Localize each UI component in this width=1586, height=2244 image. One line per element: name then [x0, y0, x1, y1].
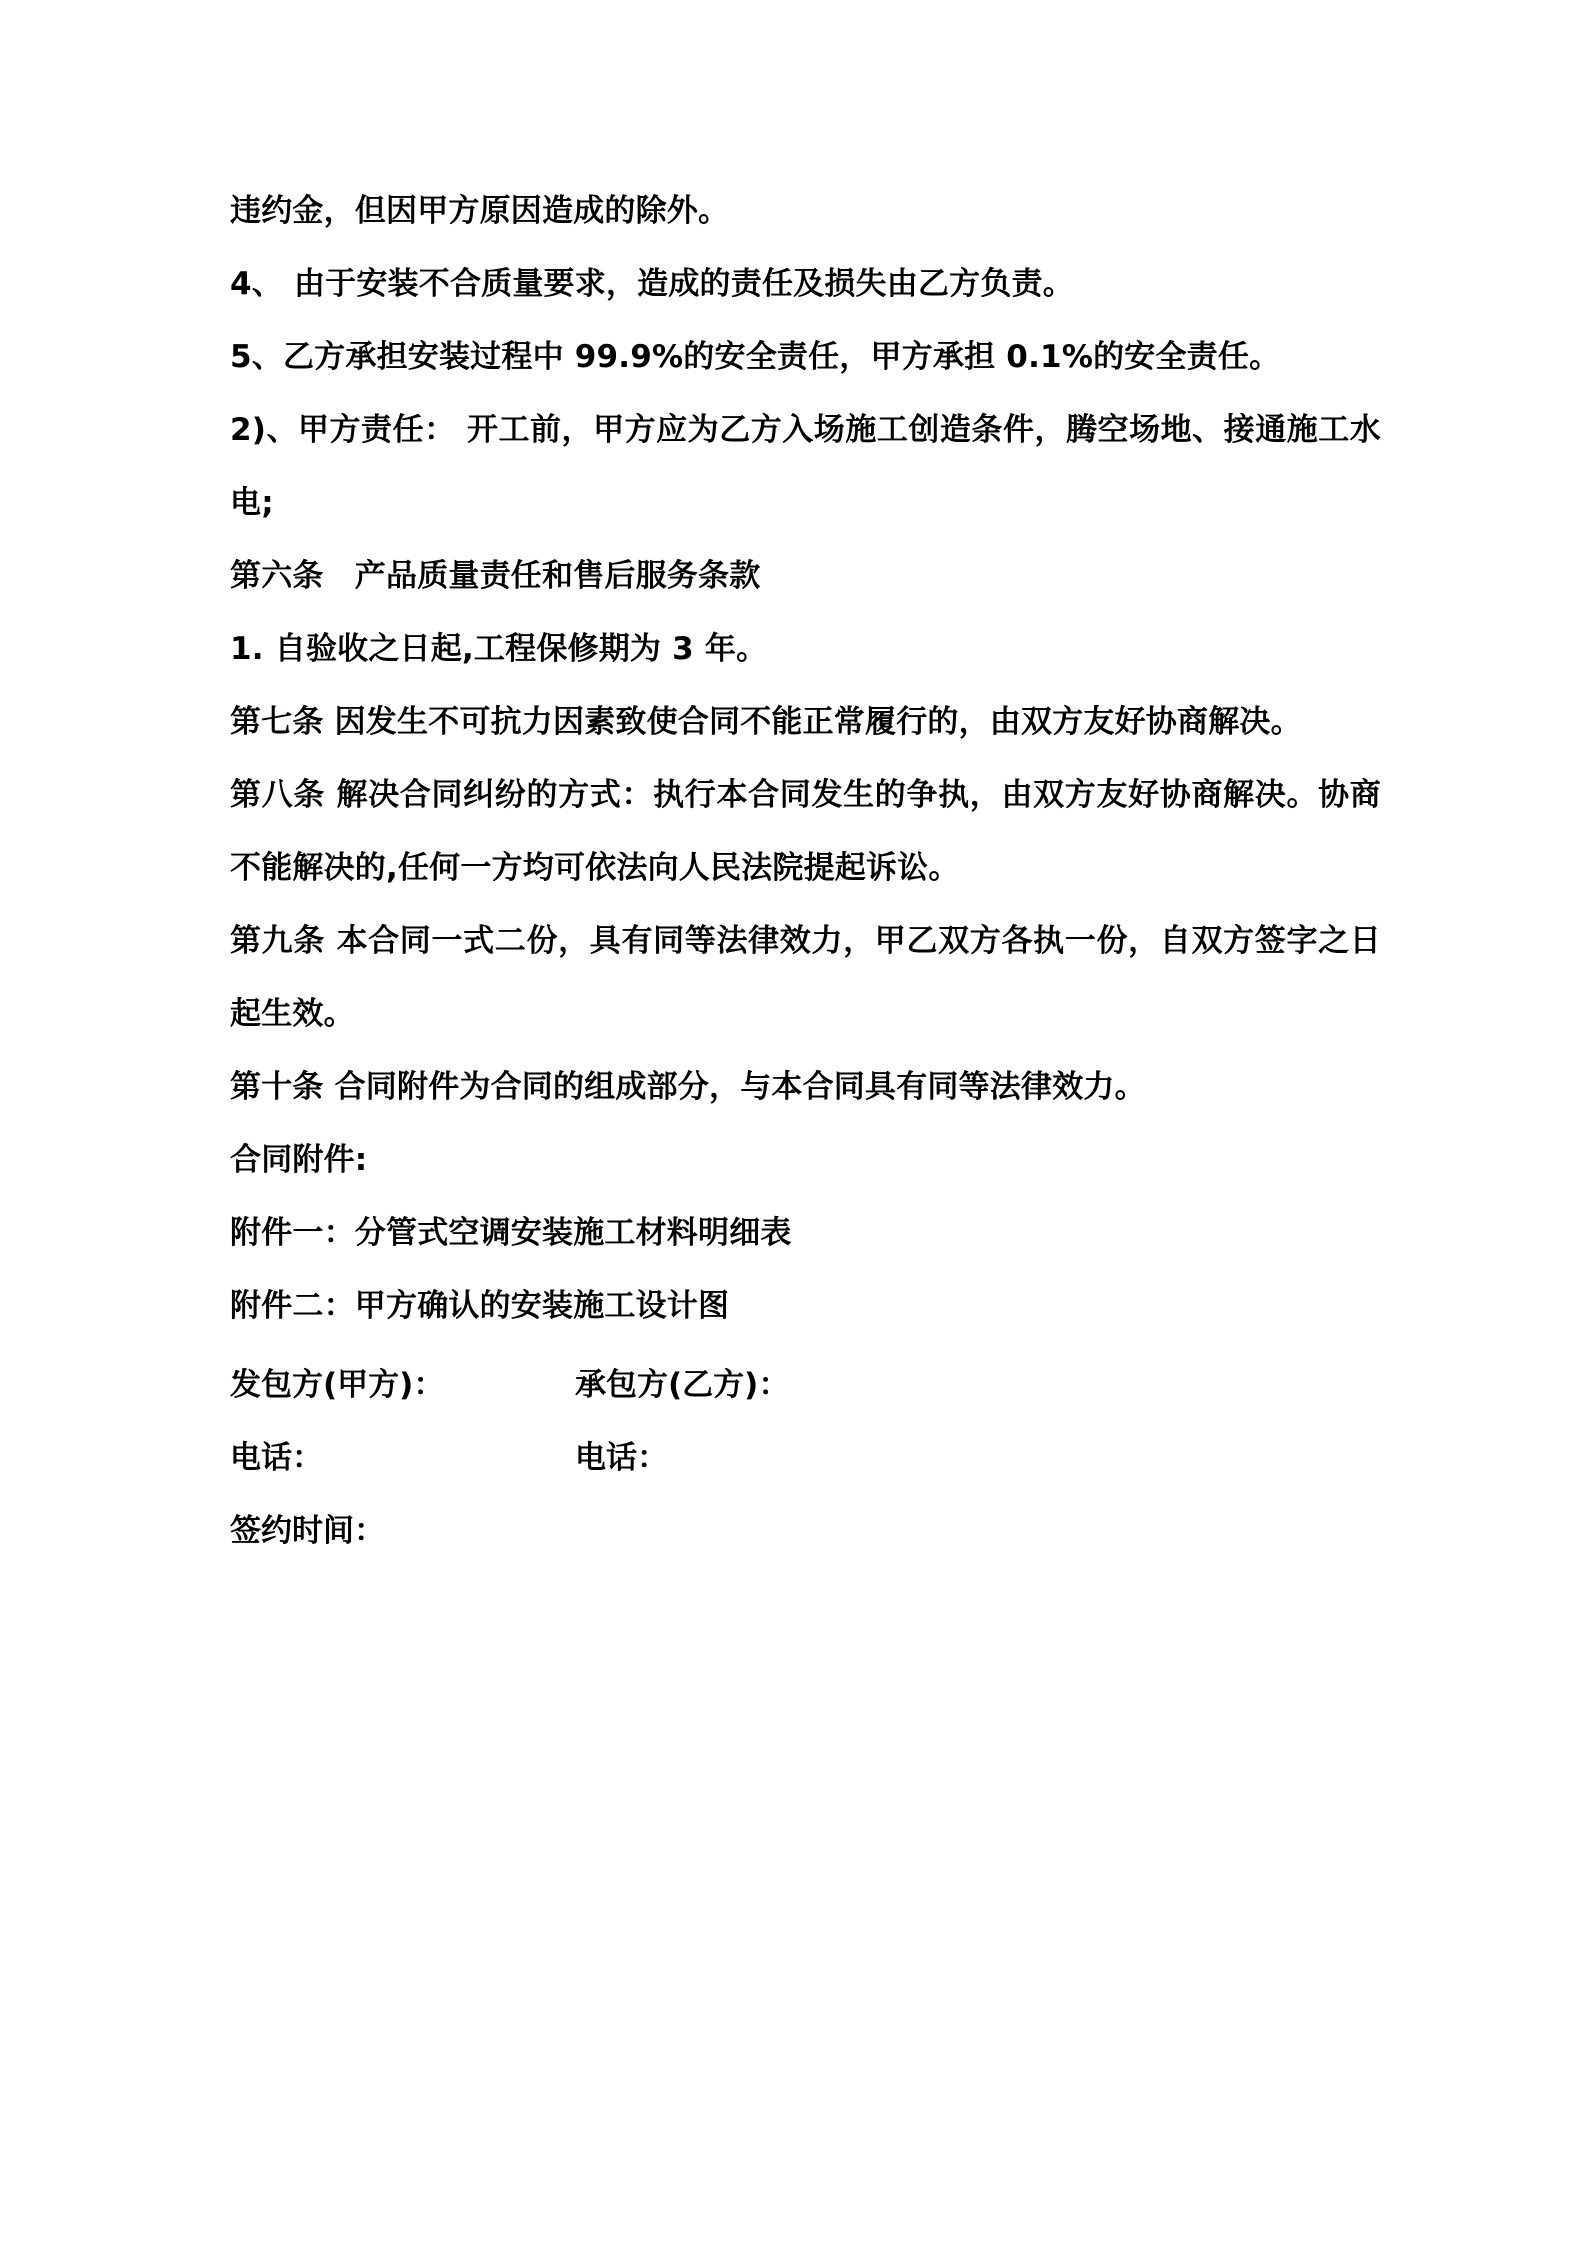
signature-row-date — [230, 1495, 1381, 1568]
party-b-phone-label: 电话： — [575, 1440, 668, 1476]
document-body — [230, 175, 1381, 1568]
paragraph-article-10: 第十条 合同附件为合同的组成部分，与本合同具有同等法律效力。 — [230, 1069, 1146, 1105]
paragraph-continuation-penalty: 违约金，但因甲方原因造成的除外。 — [230, 193, 730, 229]
party-a-label: 发包方(甲方)： — [230, 1367, 445, 1403]
paragraph-attachments-label: 合同附件: — [230, 1142, 368, 1178]
paragraph-clause-5: 5、乙方承担安装过程中 99.9%的安全责任，甲方承担 0.1%的安全责任。 — [230, 339, 1281, 375]
party-b-label: 承包方(乙方)： — [575, 1367, 790, 1403]
paragraph-party-a-duty: 2)、甲方责任： 开工前，甲方应为乙方入场施工创造条件，腾空场地、接通施工水电; — [230, 412, 1381, 521]
signature-row-phones — [230, 1422, 1381, 1495]
paragraph-attachment-2: 附件二：甲方确认的安装施工设计图 — [230, 1288, 730, 1324]
sign-date-label: 签约时间： — [230, 1513, 385, 1549]
paragraph-article-9: 第九条 本合同一式二份，具有同等法律效力，甲乙双方各执一份，自双方签字之日起生效。 — [230, 923, 1381, 1032]
paragraph-attachment-1: 附件一：分管式空调安装施工材料明细表 — [230, 1215, 792, 1251]
paragraph-article-8: 第八条 解决合同纠纷的方式：执行本合同发生的争执，由双方友好协商解决。协商不能解决的,任何一方均可依法向人民法院提起诉讼。 — [230, 777, 1381, 886]
paragraph-clause-4: 4、 由于安装不合质量要求，造成的责任及损失由乙方负责。 — [230, 266, 1074, 302]
heading-article-6: 第六条 产品质量责任和售后服务条款 — [230, 558, 761, 594]
signature-row-parties — [230, 1349, 1381, 1422]
party-a-phone-label: 电话： — [230, 1440, 323, 1476]
paragraph-warranty-period: 1. 自验收之日起,工程保修期为 3 年。 — [230, 631, 768, 667]
paragraph-article-7: 第七条 因发生不可抗力因素致使合同不能正常履行的，由双方友好协商解决。 — [230, 704, 1302, 740]
